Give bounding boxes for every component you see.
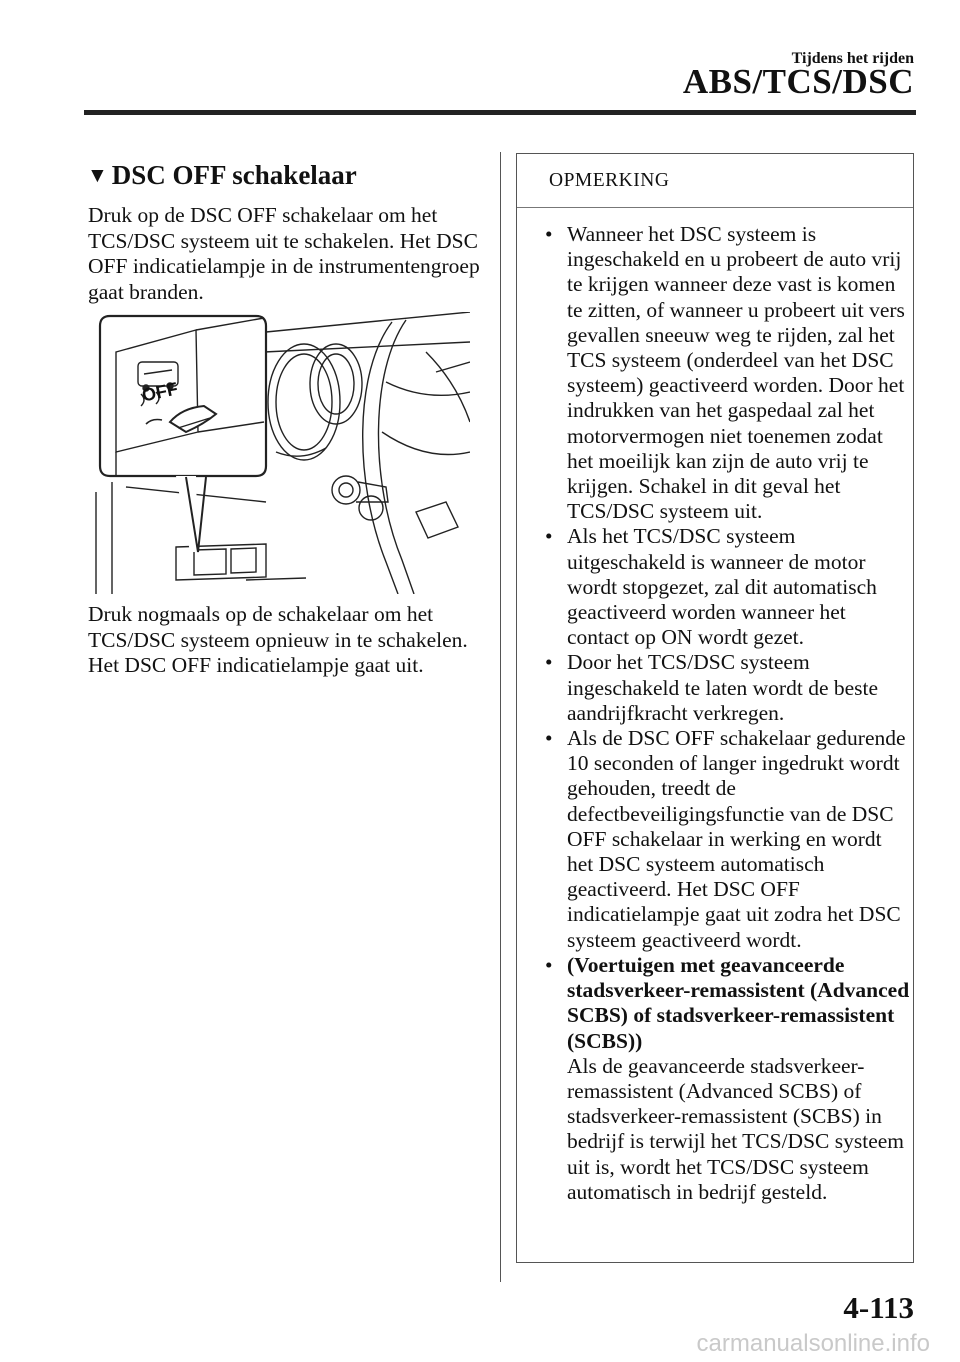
list-item	[541, 524, 913, 650]
list-item	[541, 953, 913, 1205]
note-item-text: Als de geavanceerde stadsverkeer-remassistent (Advanced SCBS) of stadsverkeer-remassistent (SCBS) in bedrijf is terwijl het TCS/DSC systeem uit is, wordt het TCS/DSC systeem automatisch in bedrijf gesteld.	[567, 1053, 905, 1204]
section-heading-text: DSC OFF schakelaar	[111, 160, 357, 190]
list-item	[541, 650, 913, 726]
paragraph-1: Druk op de DSC OFF schakelaar om het TCS/DSC systeem uit te schakelen. Het DSC OFF indicatielampje in de instrumentengroep gaat branden.	[88, 203, 480, 304]
bullet-icon: •	[545, 524, 553, 549]
note-divider	[517, 207, 913, 208]
section-heading	[87, 160, 357, 191]
note-item-bold-heading: (Voertuigen met geavanceerde stadsverkeer-remassistent (Advanced SCBS) of stadsverkeer-remassistent (SCBS))	[567, 952, 910, 1053]
bullet-icon: •	[545, 222, 553, 246]
dsc-switch-illustration	[86, 312, 470, 594]
note-item-text: Als de DSC OFF schakelaar gedurende 10 seconden of langer ingedrukt wordt gehouden, treedt de defectbeveiligingsfunctie van de DSC OFF schakelaar in werking en wordt het DSC systeem automatisch geactiveerd. Het DSC OFF indicatielampje gaat uit zodra het DSC systeem geactiveerd wordt.	[567, 726, 906, 952]
note-title: OPMERKING	[549, 170, 670, 191]
note-list	[541, 222, 913, 1205]
bullet-icon: •	[545, 952, 553, 977]
paragraph-2: Druk nogmaals op de schakelaar om het TCS/DSC systeem opnieuw in te schakelen. Het DSC OFF indicatielampje gaat uit.	[88, 602, 468, 677]
page-number: 4-113	[843, 1290, 914, 1325]
note-item-text: Door het TCS/DSC systeem ingeschakeld te laten wordt de beste aandrijfkracht verkregen.	[567, 650, 879, 725]
list-item	[541, 726, 913, 953]
bullet-icon: •	[545, 726, 553, 751]
column-divider	[500, 152, 501, 1282]
note-item-text: Als het TCS/DSC systeem uitgeschakeld is wanneer de motor wordt stopgezet, zal dit automatisch geactiveerd worden wanneer het contact op ON wordt gezet.	[567, 524, 877, 650]
off-button-label: OFF	[140, 378, 180, 406]
watermark[interactable]: carmanualsonline.info	[696, 1330, 930, 1357]
list-item	[541, 222, 913, 524]
header-rule	[84, 110, 916, 115]
header-chapter: Tijdens het rijden	[791, 50, 914, 67]
note-box	[516, 153, 914, 1263]
bullet-icon: •	[545, 650, 553, 675]
note-item-text: Wanneer het DSC systeem is ingeschakeld en u probeert de auto vrij te krijgen wanneer deze vast is komen te zitten, of wanneer u probeert uit vers gevallen sneeuw weg te rijden, zal het TCS systeem (onderdeel van het DSC systeem) geactiveerd worden. Door het indrukken van het gaspedaal zal het motorvermogen niet toenemen zodat het moeilijk kan zijn de auto vrij te krijgen. Schakel in dit geval het TCS/DSC systeem uit.	[567, 222, 905, 524]
header-section-title: ABS/TCS/DSC	[682, 62, 914, 101]
triangle-bullet-icon: ▼	[87, 163, 108, 187]
